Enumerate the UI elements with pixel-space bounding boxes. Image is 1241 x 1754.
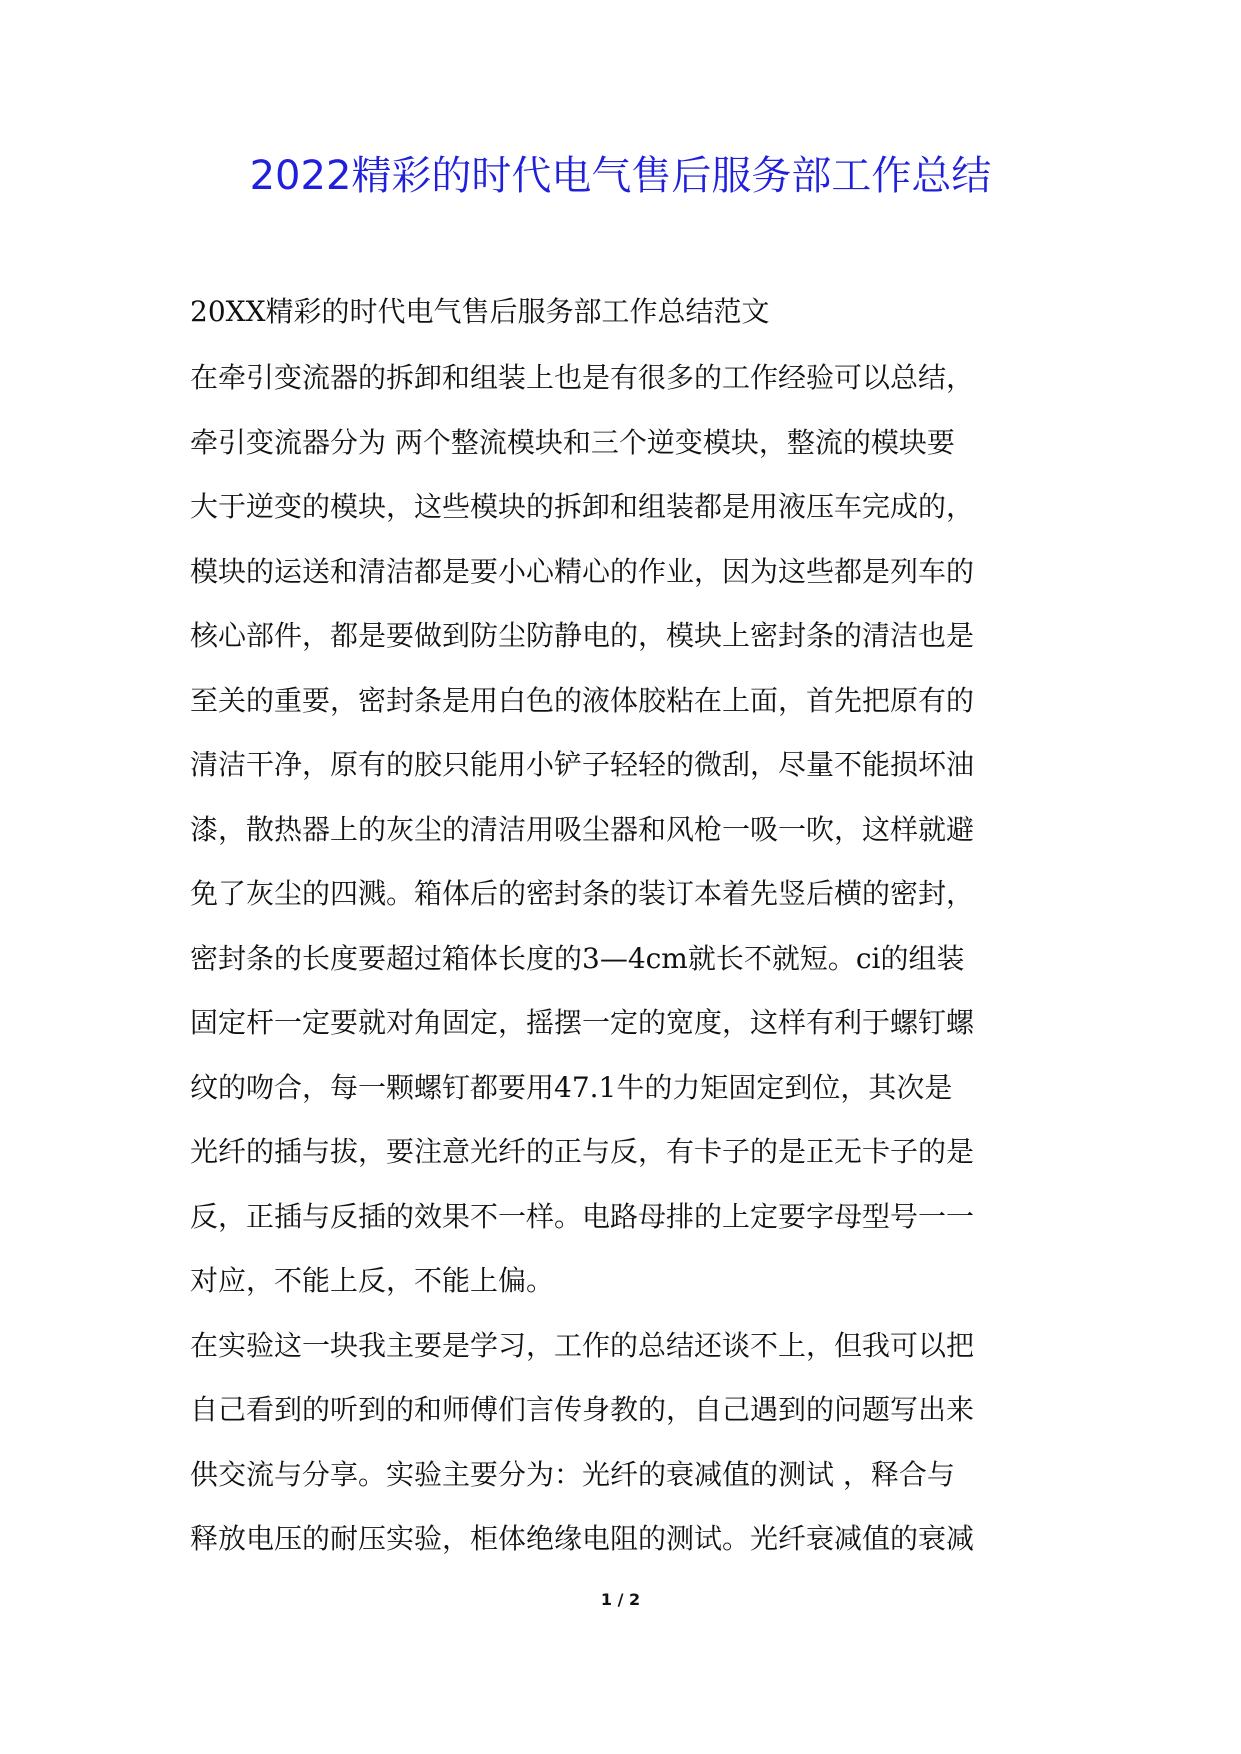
body-line: 漆，散热器上的灰尘的清洁用吸尘器和风枪一吸一吹，这样就避 — [190, 812, 975, 846]
body-line: 在实验这一块我主要是学习，工作的总结还谈不上，但我可以把 — [190, 1328, 975, 1362]
document-title: 2022精彩的时代电气售后服务部工作总结 — [249, 153, 992, 199]
body-line: 大于逆变的模块，这些模块的拆卸和组装都是用液压车完成的， — [190, 490, 975, 523]
body-line: 反，正插与反插的效果不一样。电路母排的上定要字母型号一一 — [190, 1199, 975, 1233]
body-line: 固定杆一定要就对角固定，摇摆一定的宽度，这样有利于螺钉螺 — [190, 1006, 975, 1039]
body-line: 牵引变流器分为 两个整流模块和三个逆变模块，整流的模块要 — [190, 425, 955, 459]
body-line: 密封条的长度要超过箱体长度的3—4cm就长不就短。ci的组装 — [190, 941, 965, 975]
page-number: 1 / 2 — [600, 1590, 641, 1609]
body-text — [190, 358, 1070, 1584]
body-line: 核心部件，都是要做到防尘防静电的，模块上密封条的清洁也是 — [190, 619, 975, 652]
body-line: 对应，不能上反，不能上偏。 — [190, 1264, 555, 1297]
body-line: 释放电压的耐压实验，柜体绝缘电阻的测试。光纤衰减值的衰减 — [190, 1522, 975, 1555]
body-line: 清洁干净，原有的胶只能用小铲子轻轻的微刮，尽量不能损坏油 — [190, 748, 975, 781]
body-line: 免了灰尘的四溅。箱体后的密封条的装订本着先竖后横的密封， — [190, 877, 975, 910]
body-line: 光纤的插与拔，要注意光纤的正与反，有卡子的是正无卡子的是 — [190, 1135, 975, 1168]
body-line: 供交流与分享。实验主要分为：光纤的衰减值的测试 ，释合与 — [190, 1457, 955, 1491]
body-line: 自己看到的听到的和师傅们言传身教的，自己遇到的问题写出来 — [190, 1393, 975, 1426]
body-line: 纹的吻合，每一颗螺钉都要用47.1牛的力矩固定到位，其次是 — [190, 1070, 953, 1104]
document-subtitle: 20XX精彩的时代电气售后服务部工作总结范文 — [190, 295, 770, 328]
body-line: 在牵引变流器的拆卸和组装上也是有很多的工作经验可以总结， — [190, 361, 975, 394]
body-line: 至关的重要，密封条是用白色的液体胶粘在上面，首先把原有的 — [190, 683, 975, 717]
body-line: 模块的运送和清洁都是要小心精心的作业，因为这些都是列车的 — [190, 554, 975, 588]
